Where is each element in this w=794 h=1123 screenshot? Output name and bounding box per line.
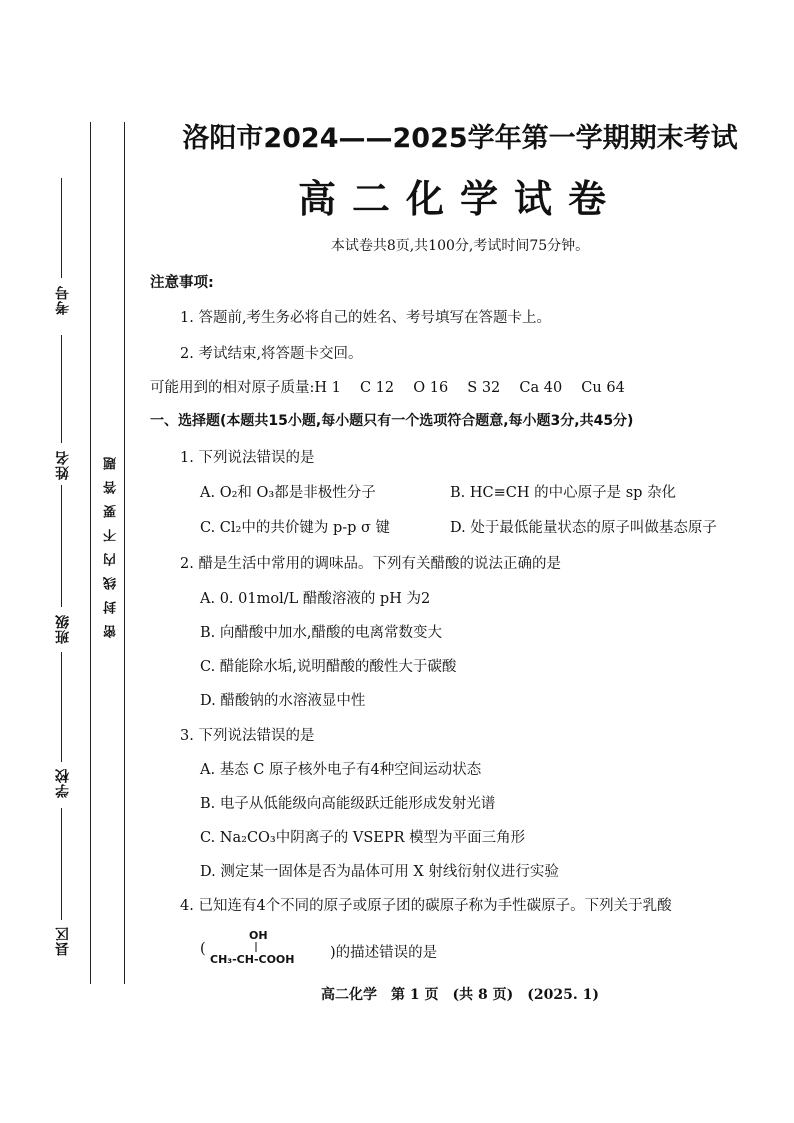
section-heading: 一、选择题(本题共15小题,每小题只有一个选项符合题意,每小题3分,共45分) [150, 413, 634, 429]
question-2-stem: 2. 醋是生活中常用的调味品。下列有关醋酸的说法正确的是 [180, 556, 561, 572]
question-1-stem: 1. 下列说法错误的是 [180, 450, 315, 466]
question-3-option-a: A. 基态 C 原子核外电子有4种空间运动状态 [200, 762, 482, 778]
question-2-option-c: C. 醋能除水垢,说明醋酸的酸性大于碳酸 [200, 659, 457, 675]
question-4-open-paren: ( [200, 941, 206, 957]
paper-title: 高二化学试卷 [297, 177, 622, 221]
question-3-option-d: D. 测定某一固体是否为晶体可用 X 射线衍射仪进行实验 [200, 864, 559, 880]
question-3-stem: 3. 下列说法错误的是 [180, 728, 315, 744]
seal-notice: 密封线内不要答题 [104, 446, 119, 638]
formula-oh: OH [249, 929, 268, 942]
district-label: 县区 [55, 926, 71, 956]
question-2-option-a: A. 0. 01mol/L 醋酸溶液的 pH 为2 [200, 591, 431, 607]
school-label: 学校 [55, 768, 71, 798]
school-blank [61, 652, 62, 762]
question-1-option-c: C. Cl₂中的共价键为 p-p σ 键 [200, 520, 391, 536]
atomic-masses: 可能用到的相对原子质量:H 1 C 12 O 16 S 32 Ca 40 Cu 64 [150, 380, 625, 396]
question-1-option-a: A. O₂和 O₃都是非极性分子 [200, 485, 376, 501]
question-2-option-d: D. 醋酸钠的水溶液显中性 [200, 693, 366, 709]
question-4-tail: )的描述错误的是 [330, 945, 438, 961]
page-footer: 高二化学 第 1 页 (共 8 页) (2025. 1) [321, 987, 599, 1003]
question-1-option-d: D. 处于最低能量状态的原子叫做基态原子 [450, 520, 717, 536]
question-3-option-b: B. 电子从低能级向高能级跃迁能形成发射光谱 [200, 796, 496, 812]
name-blank [61, 335, 62, 443]
margin-line-outer [90, 122, 91, 984]
lactic-acid-formula [208, 925, 334, 969]
exam-no-blank [61, 178, 62, 278]
class-label: 班级 [55, 614, 71, 644]
exam-title: 洛阳市2024——2025学年第一学期期末考试 [182, 123, 738, 154]
note-item: 1. 答题前,考生务必将自己的姓名、考号填写在答题卡上。 [180, 310, 552, 326]
formula-main: CH₃-CH-COOH [210, 953, 295, 966]
question-3-option-c: C. Na₂CO₃中阴离子的 VSEPR 模型为平面三角形 [200, 830, 526, 846]
note-item: 2. 考试结束,将答题卡交回。 [180, 346, 363, 362]
notes-heading: 注意事项: [150, 275, 214, 291]
name-label: 姓名 [55, 450, 71, 480]
question-2-option-b: B. 向醋酸中加水,醋酸的电离常数变大 [200, 625, 442, 641]
margin-line-inner [124, 122, 125, 984]
question-1-option-b: B. HC≡CH 的中心原子是 sp 杂化 [450, 485, 677, 501]
exam-no-label: 考号 [55, 285, 71, 315]
question-4-stem: 4. 已知连有4个不同的原子或原子团的碳原子称为手性碳原子。下列关于乳酸 [180, 898, 672, 914]
district-blank [61, 808, 62, 920]
paper-info: 本试卷共8页,共100分,考试时间75分钟。 [330, 238, 590, 254]
class-blank [61, 485, 62, 607]
